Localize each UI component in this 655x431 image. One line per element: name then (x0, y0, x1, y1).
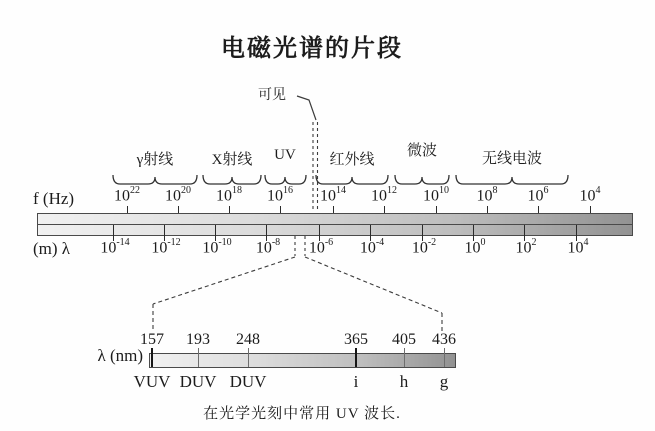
wavelength-value: $10^{-4}$ (359, 237, 385, 257)
wavelength-axis-label: (m) λ (33, 239, 71, 258)
uv-wavelength-number: 405 (392, 331, 416, 348)
uv-detail-tick-248 (248, 348, 249, 367)
uv-detail-axis-label: λ (nm) (97, 346, 143, 365)
x-ray-brace (203, 175, 261, 184)
wavelength-value: $10^2$ (515, 237, 537, 257)
freq-value: $10^4$ (579, 185, 601, 205)
freq-value: $10^{22}$ (114, 185, 140, 205)
wavelength-value: $10^{-10}$ (202, 237, 232, 257)
uv-wavelength-number: 157 (140, 331, 164, 348)
freq-value: $10^8$ (476, 185, 498, 205)
wavelength-value: $10^0$ (464, 237, 486, 257)
uv-detail-tick-436 (444, 348, 445, 367)
uv-line-name: DUV (179, 372, 217, 391)
freq-value: $10^{10}$ (423, 185, 449, 205)
band-label-radio: 无线电波 (481, 151, 542, 167)
uv-detail-tick-405 (404, 348, 405, 367)
uv-brace (265, 175, 306, 184)
band-label-gamma: γ射线 (136, 152, 174, 168)
band-label-xray: X射线 (211, 152, 253, 168)
uv-detail-bar (149, 353, 456, 368)
uv-wavelength-number: 193 (186, 331, 210, 348)
gamma-ray-brace (113, 175, 197, 184)
fan-right-diagonal-dashed (305, 257, 442, 313)
uv-line-name: h (399, 372, 409, 391)
uv-detail-tick-157 (151, 348, 153, 367)
uv-detail-tick-193 (198, 348, 199, 367)
infrared-brace (316, 175, 388, 184)
freq-value: $10^{12}$ (371, 185, 397, 205)
uv-line-name: g (439, 372, 449, 391)
freq-value: $10^{16}$ (267, 185, 293, 205)
uv-wavelength-number: 365 (344, 331, 368, 348)
visible-light-label: 可见 (258, 88, 286, 103)
freq-value: $10^6$ (527, 185, 549, 205)
uv-detail-tick-365 (355, 348, 357, 367)
freq-value: $10^{14}$ (320, 185, 346, 205)
uv-wavelength-number: 248 (236, 331, 260, 348)
uv-wavelength-number: 436 (432, 331, 456, 348)
wavelength-value: $10^4$ (567, 237, 589, 257)
band-label-uv: UV (274, 147, 296, 163)
freq-value: $10^{18}$ (216, 185, 242, 205)
wavelength-value: $10^{-14}$ (100, 237, 130, 257)
wavelength-value: $10^{-2}$ (411, 237, 437, 257)
radio-wave-brace (456, 175, 568, 184)
wavelength-value: $10^{-12}$ (151, 237, 181, 257)
uv-line-name: DUV (229, 372, 267, 391)
microwave-brace (395, 175, 449, 184)
freq-axis-label: f (Hz) (33, 189, 75, 208)
diagram-title: 电磁光谱的片段 (221, 36, 403, 62)
band-label-infrared: 红外线 (329, 152, 375, 168)
wavelength-value: $10^{-8}$ (255, 237, 281, 257)
wavelength-value: $10^{-6}$ (308, 237, 334, 257)
uv-line-name: i (353, 372, 359, 391)
uv-line-name: VUV (133, 372, 171, 391)
band-label-microwave: 微波 (406, 143, 437, 159)
wavelength-spectrum-bar (37, 224, 633, 236)
visible-pointer-line (297, 96, 316, 120)
fan-left-diagonal-dashed (153, 257, 295, 304)
freq-value: $10^{20}$ (165, 185, 191, 205)
diagram-caption: 在光学光刻中常用 UV 波长. (203, 406, 401, 422)
